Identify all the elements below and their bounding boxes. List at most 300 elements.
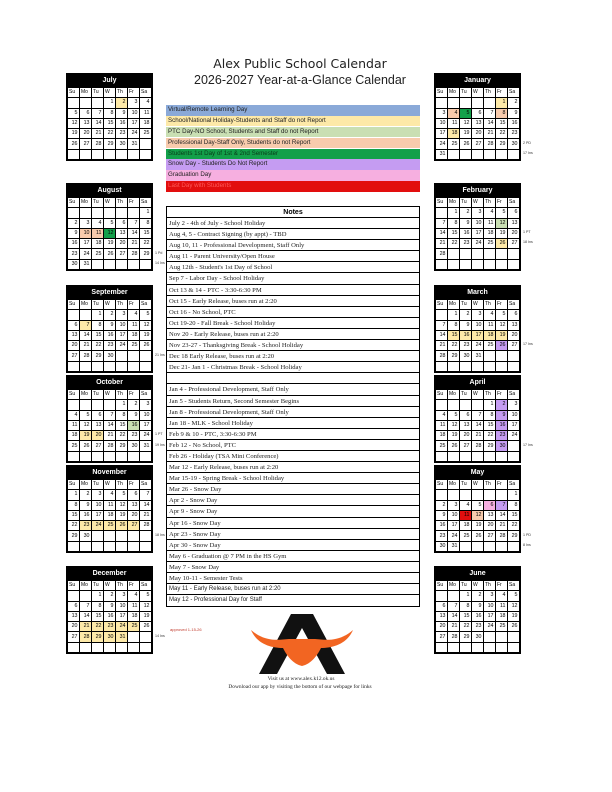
note-row: May 10-11 - Semester Tests [167,573,419,584]
calendar-day: 22 [496,129,508,139]
day-of-week: Tu [92,480,104,490]
empty-day [128,632,140,642]
month-july [66,73,153,161]
calendar-day: 10 [92,500,104,510]
calendar-day: 3 [128,98,140,108]
note-row: Feb 9 & 10 - PTC, 3:30-6:30 PM [167,429,419,440]
empty-day [496,632,508,642]
empty-day [484,351,496,361]
calendar-day: 10 [436,118,448,128]
calendar-day: 31 [116,632,128,642]
calendar-day: 8 [496,108,508,118]
calendar-day: 25 [460,531,472,541]
calendar-day: 19 [104,239,116,249]
calendar-day: 20 [92,431,104,441]
day-count-annotation: 1 Pd [155,250,163,255]
calendar-day: 19 [472,521,484,531]
calendar-day: 12 [496,320,508,330]
calendar-day: 20 [508,330,520,340]
calendar-day: 26 [140,622,152,632]
day-of-week: W [104,390,116,400]
calendar-day: 16 [460,228,472,238]
calendar-day: 5 [508,591,520,601]
empty-day [80,591,92,601]
empty-day [460,361,472,371]
calendar-day: 8 [92,320,104,330]
calendar-day: 28 [80,351,92,361]
calendar-day: 17 [484,611,496,621]
empty-day [436,591,448,601]
day-of-week: Th [484,390,496,400]
calendar-day: 21 [436,239,448,249]
note-row: Jan 8 - Professional Development, Staff Only [167,407,419,418]
calendar-day: 9 [104,320,116,330]
empty-day [80,451,92,461]
calendar-day: 16 [116,118,128,128]
calendar-day: 29 [92,351,104,361]
calendar-day: 31 [448,541,460,551]
calendar-day: 4 [436,410,448,420]
calendar-day: 15 [496,118,508,128]
day-of-week: Su [436,480,448,490]
calendar-day: 2 [104,591,116,601]
day-of-week: Mo [448,581,460,591]
day-of-week: Sa [508,390,520,400]
calendar-day: 22 [92,622,104,632]
empty-day [436,98,448,108]
calendar-day: 2 [128,400,140,410]
calendar-day: 12 [116,500,128,510]
calendar-day: 3 [92,490,104,500]
calendar-day: 22 [484,431,496,441]
calendar-day: 9 [104,601,116,611]
empty-day [508,441,520,451]
calendar-day: 7 [140,490,152,500]
empty-day [436,642,448,652]
calendar-day: 26 [496,239,508,249]
calendar-day: 5 [460,108,472,118]
day-of-week: Tu [460,198,472,208]
calendar-day: 27 [68,632,80,642]
empty-day [472,361,484,371]
calendar-day: 16 [68,239,80,249]
calendar-day: 24 [436,139,448,149]
empty-day [68,400,80,410]
calendar-day: 16 [104,330,116,340]
empty-day [128,642,140,652]
empty-day [68,451,80,461]
calendar-day: 1 [448,208,460,218]
calendar-day: 24 [116,622,128,632]
empty-day [92,361,104,371]
empty-day [140,632,152,642]
day-count-annotation: 18 Ins [155,532,165,537]
empty-day [128,361,140,371]
calendar-day: 12 [104,228,116,238]
calendar-day: 23 [68,249,80,259]
empty-day [448,98,460,108]
calendar-day: 29 [460,632,472,642]
calendar-day: 23 [128,431,140,441]
calendar-day: 20 [508,228,520,238]
calendar-day: 31 [80,259,92,269]
calendar-day: 6 [508,208,520,218]
calendar-day: 15 [92,611,104,621]
calendar-day: 28 [484,139,496,149]
day-of-week: Th [484,88,496,98]
empty-day [496,490,508,500]
calendar-day: 5 [472,500,484,510]
empty-day [80,310,92,320]
month-june [434,566,521,654]
calendar-day: 28 [496,531,508,541]
legend-virtual: Virtual/Remote Learning Day [166,105,420,116]
notes-title: Notes [167,207,419,218]
empty-day [484,149,496,159]
empty-day [68,541,80,551]
empty-day [436,451,448,461]
calendar-day: 27 [116,249,128,259]
calendar-day: 17 [128,118,140,128]
calendar-day: 25 [484,341,496,351]
calendar-day: 7 [484,108,496,118]
calendar-day: 10 [80,228,92,238]
calendar-day: 23 [472,622,484,632]
calendar-day: 21 [80,341,92,351]
calendar-day: 13 [116,228,128,238]
calendar-day: 17 [508,420,520,430]
empty-day [436,259,448,269]
day-of-week: Sa [140,300,152,310]
day-of-week: Fr [128,390,140,400]
calendar-day: 2 [104,310,116,320]
calendar-day: 10 [448,510,460,520]
calendar-day: 6 [128,490,140,500]
empty-day [128,451,140,461]
month-name: May [435,466,520,479]
empty-day [484,98,496,108]
calendar-day: 6 [484,500,496,510]
day-of-week: Fr [128,198,140,208]
day-of-week: Sa [508,581,520,591]
calendar-day: 16 [104,611,116,621]
calendar-day: 24 [448,531,460,541]
empty-day [92,642,104,652]
calendar-day: 17 [448,521,460,531]
calendar-day: 15 [508,510,520,520]
calendar-day: 8 [92,601,104,611]
calendar-day: 15 [116,420,128,430]
empty-day [140,259,152,269]
day-of-week: Th [116,198,128,208]
empty-day [496,259,508,269]
empty-day [484,249,496,259]
calendar-day: 9 [508,108,520,118]
empty-day [472,259,484,269]
calendar-day: 16 [460,330,472,340]
calendar-day: 25 [484,239,496,249]
calendar-day: 19 [448,431,460,441]
day-of-week: Su [68,300,80,310]
calendar-day: 18 [128,611,140,621]
empty-day [448,490,460,500]
calendar-day: 29 [508,531,520,541]
calendar-day: 12 [140,320,152,330]
day-count-annotation: 17 Ins [523,150,533,155]
calendar-day: 1 [92,310,104,320]
calendar-day: 15 [68,510,80,520]
empty-day [128,259,140,269]
note-row: Aug 4, 5 - Contract Signing (by appt) - TBD [167,229,419,240]
calendar-day: 3 [484,591,496,601]
calendar-day: 4 [448,108,460,118]
empty-day [140,541,152,551]
empty-day [496,361,508,371]
calendar-day: 4 [484,310,496,320]
calendar-day: 1 [448,310,460,320]
calendar-day: 26 [104,249,116,259]
calendar-day: 18 [68,431,80,441]
website-text: Visit us at www.alex.k12.ok.us [267,676,335,682]
empty-day [104,531,116,541]
day-of-week: Su [436,390,448,400]
empty-day [68,208,80,218]
empty-day [484,490,496,500]
empty-day [104,208,116,218]
calendar-day: 7 [80,320,92,330]
calendar-day: 24 [472,239,484,249]
empty-day [80,361,92,371]
day-of-week: Fr [128,300,140,310]
month-march [434,285,521,373]
calendar-day: 3 [116,591,128,601]
calendar-day: 10 [140,410,152,420]
month-name: November [67,466,152,479]
empty-day [116,259,128,269]
calendar-day: 23 [508,129,520,139]
calendar-day: 24 [92,521,104,531]
calendar-day: 13 [68,611,80,621]
calendar-day: 20 [460,431,472,441]
calendar-day: 10 [128,108,140,118]
calendar-day: 16 [436,521,448,531]
calendar-day: 4 [92,218,104,228]
calendar-day: 10 [484,601,496,611]
calendar-day: 18 [460,521,472,531]
day-of-week: Mo [448,300,460,310]
day-of-week: Tu [460,581,472,591]
calendar-day: 22 [460,622,472,632]
empty-day [460,400,472,410]
calendar-day: 18 [140,118,152,128]
day-of-week: W [472,198,484,208]
calendar-day: 16 [472,611,484,621]
calendar-day: 16 [80,510,92,520]
legend [166,105,420,192]
calendar-day: 24 [140,431,152,441]
note-row: Apr 2 - Snow Day [167,495,419,506]
calendar-day: 7 [436,320,448,330]
day-of-week: Tu [92,390,104,400]
calendar-day: 3 [508,400,520,410]
day-count-annotation: 14 Ins [155,633,165,638]
day-of-week: Sa [508,88,520,98]
empty-day [484,632,496,642]
empty-day [116,451,128,461]
note-row: Dec 18 Early Release, buses run at 2:20 [167,351,419,362]
day-of-week: Sa [140,390,152,400]
calendar-day: 28 [436,249,448,259]
calendar-day: 19 [68,129,80,139]
calendar-day: 11 [128,320,140,330]
calendar-day: 24 [484,622,496,632]
empty-day [68,98,80,108]
day-of-week: Su [436,300,448,310]
calendar-day: 2 [436,500,448,510]
calendar-day: 2 [508,98,520,108]
calendar-day: 19 [508,611,520,621]
longhorn-logo-icon [247,612,357,677]
calendar-day: 14 [104,420,116,430]
calendar-day: 23 [460,341,472,351]
day-of-week: Th [484,581,496,591]
calendar-day: 30 [472,632,484,642]
calendar-day: 14 [496,510,508,520]
calendar-day: 1 [116,400,128,410]
empty-day [92,149,104,159]
calendar-day: 7 [436,218,448,228]
day-of-week: W [472,480,484,490]
day-of-week: Mo [80,581,92,591]
empty-day [496,451,508,461]
month-february [434,183,521,271]
day-of-week: Fr [496,581,508,591]
calendar-day: 17 [116,611,128,621]
calendar-day: 6 [92,410,104,420]
day-count-annotation: 17 Ins [523,442,533,447]
calendar-day: 7 [128,218,140,228]
calendar-day: 27 [472,139,484,149]
calendar-day: 26 [80,441,92,451]
calendar-day: 20 [80,129,92,139]
calendar-day: 14 [436,228,448,238]
day-of-week: W [472,88,484,98]
month-name: January [435,74,520,87]
empty-day [116,541,128,551]
note-row: Aug 11 - Parent University/Open House [167,251,419,262]
day-of-week: Sa [140,581,152,591]
day-of-week: Sa [140,198,152,208]
note-row: May 11 - Early Release, buses run at 2:20 [167,584,419,595]
calendar-day: 19 [460,129,472,139]
day-of-week: Mo [80,300,92,310]
calendar-day: 25 [140,129,152,139]
day-of-week: Fr [128,581,140,591]
empty-day [448,361,460,371]
calendar-day: 18 [484,330,496,340]
day-of-week: Tu [460,88,472,98]
calendar-day: 2 [68,218,80,228]
calendar-day: 19 [140,330,152,340]
calendar-day: 26 [116,521,128,531]
calendar-day: 16 [128,420,140,430]
note-row: Mar 26 - Snow Day [167,484,419,495]
day-of-week: Th [116,480,128,490]
month-name: February [435,184,520,197]
note-row: Apr 9 - Snow Day [167,506,419,517]
note-row: Sep 7 - Labor Day - School Holiday [167,273,419,284]
calendar-day: 30 [128,441,140,451]
calendar-day: 6 [460,410,472,420]
empty-day [508,259,520,269]
calendar-day: 8 [68,500,80,510]
day-of-week: Sa [508,300,520,310]
note-row: July 2 - 4th of July - School Holiday [167,218,419,229]
calendar-day: 4 [128,591,140,601]
empty-day [448,451,460,461]
calendar-day: 6 [508,310,520,320]
legend-first-day: Students 1st Day of 1st & 2nd Semester [166,149,420,160]
empty-day [104,541,116,551]
calendar-day: 8 [460,601,472,611]
calendar-day: 2 [116,98,128,108]
calendar-day: 22 [448,341,460,351]
empty-day [508,451,520,461]
empty-day [92,531,104,541]
calendar-day: 16 [496,420,508,430]
calendar-day: 30 [80,531,92,541]
calendar-day: 21 [104,431,116,441]
day-of-week: W [472,390,484,400]
calendar-day: 5 [104,218,116,228]
calendar-day: 20 [484,521,496,531]
calendar-day: 7 [92,108,104,118]
empty-day [128,149,140,159]
calendar-day: 4 [484,208,496,218]
calendar-day: 15 [104,118,116,128]
calendar-day: 9 [80,500,92,510]
calendar-day: 27 [80,139,92,149]
day-of-week: Fr [128,88,140,98]
day-of-week: Fr [496,198,508,208]
calendar-day: 2 [472,591,484,601]
empty-day [92,451,104,461]
calendar-day: 10 [116,320,128,330]
calendar-day: 11 [484,218,496,228]
day-of-week: Su [68,390,80,400]
month-october [66,375,153,463]
month-may [434,465,521,553]
calendar-day: 13 [68,330,80,340]
calendar-day: 20 [472,129,484,139]
month-november [66,465,153,553]
day-of-week: Sa [508,198,520,208]
calendar-day: 21 [484,129,496,139]
calendar-day: 27 [92,441,104,451]
calendar-day: 15 [448,228,460,238]
calendar-day: 26 [472,531,484,541]
calendar-day: 15 [92,330,104,340]
calendar-day: 5 [140,310,152,320]
calendar-day: 15 [484,420,496,430]
calendar-day: 25 [448,139,460,149]
day-of-week: Tu [92,88,104,98]
day-of-week: Su [68,581,80,591]
calendar-day: 15 [140,228,152,238]
day-of-week: Mo [80,198,92,208]
empty-day [484,361,496,371]
calendar-day: 24 [128,129,140,139]
